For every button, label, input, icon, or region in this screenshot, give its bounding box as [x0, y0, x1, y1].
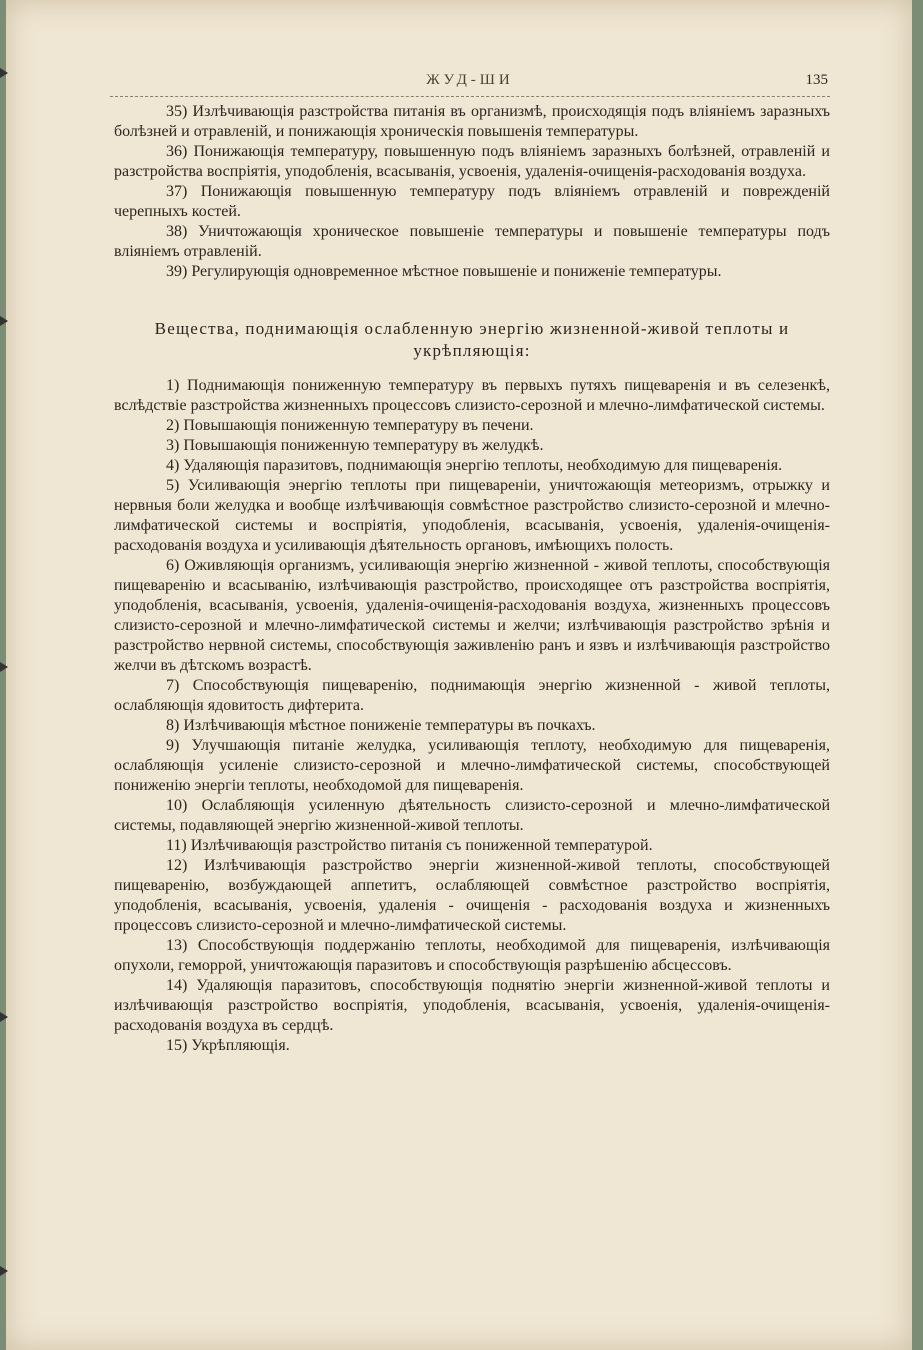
list-item: 4) Удаляющія паразитовъ, поднимающія энергію теплоты, необходимую для пищеваренія.: [166, 457, 783, 474]
list-item: 6) Оживляющія организмъ, усиливающія энергію жизненной - живой теплоты, способствующія пищеваренію и всасыванію, излѣчивающія разстройство, происходящее отъ разстройства воспріятія, уподобленія, всасыванія, усвоенія, удаленія-очищенія-расходованія воздуха, жизненныхъ процессовъ слизисто-серозной и млечно-лимфатической системы и желчи; излѣчивающія разстройство зрѣнія и разстройство нервной системы, способствующія заживленію ранъ и язвъ и излѣчивающія разстройство желчи въ дѣтскомъ возрастѣ.: [114, 557, 830, 674]
binding-mark: [0, 1012, 8, 1022]
book-page: [6, 0, 912, 1350]
binding-mark: [0, 316, 8, 326]
list-item: 2) Повышающія пониженную температуру въ печени.: [166, 417, 534, 434]
section-heading: Вещества, поднимающія ослабленную энергію жизненной-живой теплоты и укрѣпляющія:: [154, 319, 790, 360]
list-item: 1) Поднимающія пониженную температуру въ первыхъ путяхъ пищеваренія и въ селезенкѣ, вслѣдствіе разстройства жизненныхъ процессовъ слизисто-серозной и млечно-лимфатической системы.: [114, 377, 830, 414]
list-item: 35) Излѣчивающія разстройства питанія въ организмѣ, происходящія подъ вліяніемъ заразныхъ болѣзней и отравленій, и понижающія хроническія повышенія температуры.: [114, 103, 830, 140]
binding-mark: [0, 68, 8, 78]
list-item: 15) Укрѣпляющія.: [166, 1037, 290, 1054]
page-number: 135: [805, 72, 828, 88]
list-item: 36) Понижающія температуру, повышенную подъ вліяніемъ заразныхъ болѣзней, отравленій и разстройства воспріятія, уподобленія, всасыванія, усвоенія, удаленія-очищенія-расходованія воздуха.: [114, 143, 830, 180]
list-item: 11) Излѣчивающія разстройство питанія съ пониженной температурой.: [166, 837, 653, 854]
page-header: [110, 72, 830, 97]
list-item: 37) Понижающія повышенную температуру подъ вліяніемъ отравленій и поврежденій черепныхъ костей.: [114, 183, 830, 220]
list-item: 3) Повышающія пониженную температуру въ желудкѣ.: [166, 437, 544, 454]
list-item: 14) Удаляющія паразитовъ, способствующія поднятію энергіи жизненной-живой теплоты и излѣчивающія разстройство воспріятія, уподобленія, всасыванія, усвоенія, удаленія-очищенія-расходованія воздуха въ сердцѣ.: [114, 977, 830, 1034]
list-item: 10) Ослабляющія усиленную дѣятельность слизисто-серозной и млечно-лимфатической системы, подавляющей энергію жизненной-живой теплоты.: [114, 797, 830, 834]
binding-mark: [0, 662, 8, 672]
list-item: 8) Излѣчивающія мѣстное пониженіе температуры въ почкахъ.: [166, 717, 596, 734]
list-item: 7) Способствующія пищеваренію, поднимающія энергію жизненной - живой теплоты, ослабляющія ядовитость дифтерита.: [114, 677, 830, 714]
running-title: ЖУД-ШИ: [426, 72, 514, 88]
list-item: 13) Способствующія поддержанію теплоты, необходимой для пищеваренія, излѣчивающія опухоли, геморрой, уничтожающія паразитовъ и способствующія разрѣшенію абсцессовъ.: [114, 937, 830, 974]
page-body: [114, 102, 830, 1056]
list-item: 12) Излѣчивающія разстройство энергіи жизненной-живой теплоты, способствующей пищеваренію, возбуждающей аппетитъ, ослабляющей совмѣстное разстройство воспріятія, уподобленія, всасыванія, усвоенія, удаленія - очищенія - расходованія воздуха и жизненныхъ процессовъ слизисто-серозной и млечно-лимфатической системы.: [114, 857, 830, 934]
list-item: 5) Усиливающія энергію теплоты при пищевареніи, уничтожающія метеоризмъ, отрыжку и нервныя боли желудка и вообще излѣчивающія совмѣстное разстройство слизисто-серозной и млечно-лимфатической системы и воспріятія, уподобленія, всасыванія, усвоенія, удаленія-очищенія-расходованія воздуха и усиливающія дѣятельность органовъ, имѣющихъ полость.: [114, 477, 830, 554]
list-item: 39) Регулирующія одновременное мѣстное повышеніе и пониженіе температуры.: [166, 263, 722, 280]
list-item: 38) Уничтожающія хроническое повышеніе температуры и повышеніе температуры подъ вліяніемъ отравленій.: [114, 223, 830, 260]
binding-mark: [0, 1266, 8, 1276]
list-item: 9) Улучшающія питаніе желудка, усиливающія теплоту, необходимую для пищеваренія, ослабляющія усиленіе слизисто-серозной и млечно-лимфатической системы, способствующей пониженію энергіи теплоты, необходомой для пищеваренія.: [114, 737, 830, 794]
